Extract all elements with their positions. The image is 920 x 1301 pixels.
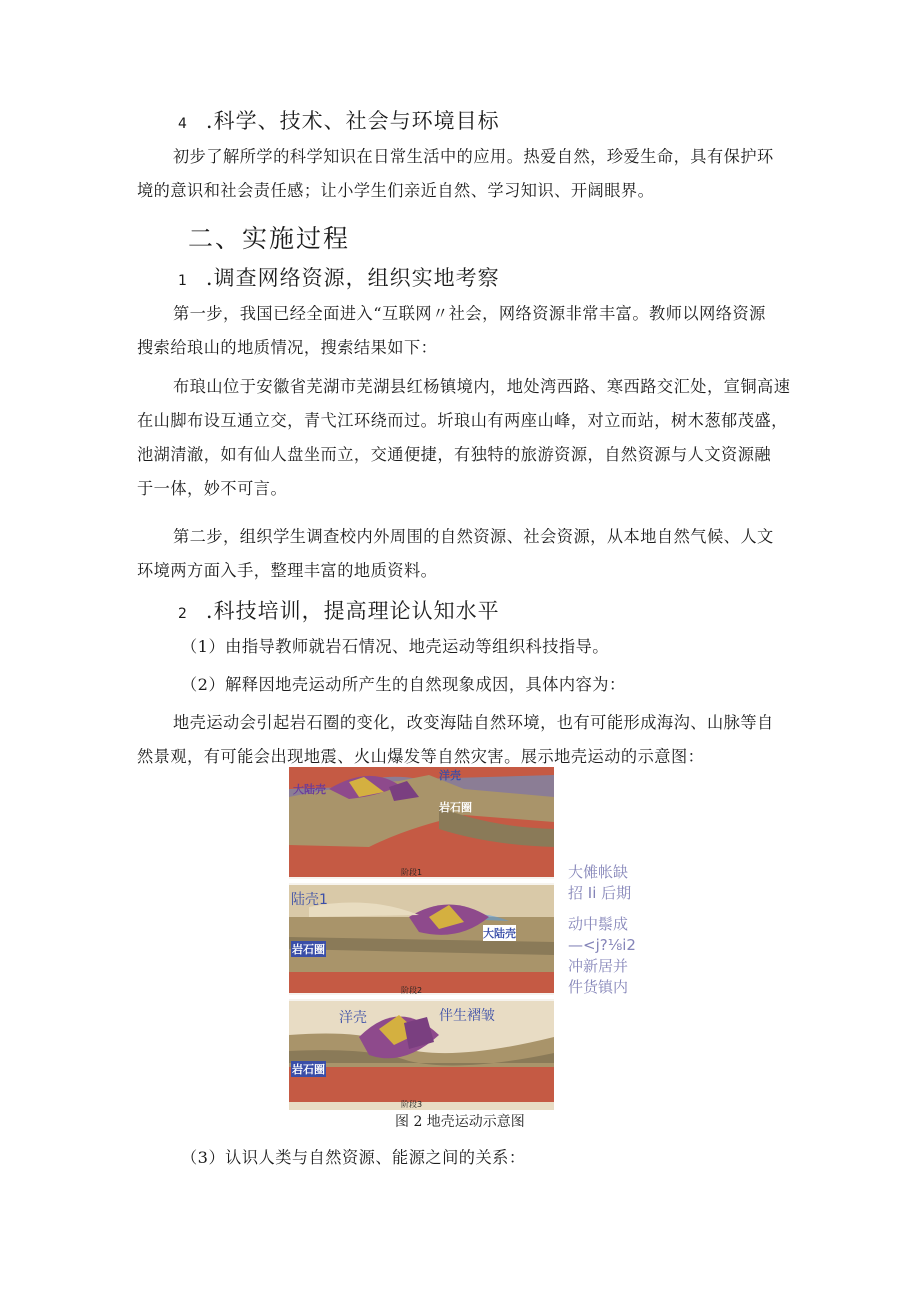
side-line: 冲新居并 xyxy=(568,957,629,975)
label-continental-crust: 大陆壳 xyxy=(483,927,516,940)
text-line: 境的意识和社会责任感；让小学生们亲近自然、学习知识、开阔眼界。 xyxy=(137,181,655,200)
side-line: 件货镇内 xyxy=(568,978,629,996)
text-line: 第二步，组织学生调查校内外周围的自然资源、社会资源，从本地自然气候、人文 xyxy=(173,527,774,546)
heading-text: .调查网络资源，组织实地考察 xyxy=(205,266,500,290)
text-line: 在山脚布设互通立交，青弋江环绕而过。圻琅山有两座山峰，对立而站，树木葱郁茂盛， xyxy=(137,411,788,430)
text-line: 第一步，我国已经全面进入“互联网〃社会，网络资源非常丰富。教师以网络资源 xyxy=(173,304,766,323)
figure-caption: 图 2 地壳运动示意图 xyxy=(395,1114,525,1130)
text-line: 地壳运动会引起岩石圈的变化，改变海陆自然环境，也有可能形成海沟、山脉等自 xyxy=(173,713,774,732)
stage-label: 阶段1 xyxy=(401,868,423,877)
label-oceanic-crust: 洋壳 xyxy=(439,769,461,782)
side-text-block xyxy=(568,862,678,998)
crust-movement-figure xyxy=(289,767,554,1110)
label-continental-crust: 大陆壳 xyxy=(293,783,326,796)
text-line: 池湖清澈，如有仙人盘坐而立，交通便捷，有独特的旅游资源，自然资源与人文资源融 xyxy=(137,445,772,464)
label-lithosphere: 岩石圈 xyxy=(439,801,472,814)
text-line: 布琅山位于安徽省芜湖市芜湖县红杨镇境内，地处湾西路、寒西路交汇处，宣铜高速 xyxy=(173,377,791,396)
heading-number: 4 xyxy=(178,116,188,132)
side-line: 动中鬃成 xyxy=(568,915,629,933)
heading-text: .科学、技术、社会与环境目标 xyxy=(205,109,500,133)
stage-label: 阶段3 xyxy=(401,1100,423,1109)
label-continental-crust-1: 陆壳1 xyxy=(291,892,328,908)
heading-survey xyxy=(178,262,500,292)
chapter-heading: 二、实施过程 xyxy=(188,224,351,253)
text-line: 搜索给琅山的地质情况，搜索结果如下： xyxy=(137,338,438,357)
text-line: 于一体，妙不可言。 xyxy=(137,479,288,498)
side-line: —<j?⅛i2 xyxy=(568,936,636,954)
text-line: 环境两方面入手，整理丰富的地质资料。 xyxy=(137,561,438,580)
paragraph-goals xyxy=(137,140,813,208)
heading-number: 1 xyxy=(178,273,188,289)
list-item-1: （1）由指导教师就岩石情况、地壳运动等组织科技指导。 xyxy=(181,637,609,656)
heading-training xyxy=(178,595,500,625)
heading-text: .科技培训，提高理论认知水平 xyxy=(205,599,500,623)
stage-label: 阶段2 xyxy=(401,986,423,995)
side-line: 招 Ii 后期 xyxy=(568,884,632,902)
paragraph-crust xyxy=(137,706,813,774)
paragraph-step2 xyxy=(137,520,813,588)
heading-science-goals xyxy=(178,105,500,135)
label-lithosphere: 岩石圈 xyxy=(292,1063,325,1076)
panel-stage-3 xyxy=(289,1001,554,1110)
paragraph-location xyxy=(137,370,813,506)
list-item-2: （2）解释因地壳运动所产生的自然现象成因，具体内容为： xyxy=(181,675,626,694)
label-lithosphere: 岩石圈 xyxy=(292,943,325,956)
label-oceanic-crust: 洋壳 xyxy=(339,1010,367,1026)
text-line: 初步了解所学的科学知识在日常生活中的应用。热爱自然，珍爱生命，具有保护环 xyxy=(173,147,774,166)
heading-number: 2 xyxy=(178,606,188,622)
paragraph-step1 xyxy=(137,297,813,365)
label-associated-folds: 伴生褶皱 xyxy=(439,1008,495,1024)
list-item-3: （3）认识人类与自然资源、能源之间的关系： xyxy=(181,1148,526,1167)
panel-stage-1 xyxy=(289,767,554,877)
text-line: 然景观，有可能会出现地震、火山爆发等自然灾害。展示地壳运动的示意图： xyxy=(137,747,705,766)
side-line: 大傩帐缺 xyxy=(568,863,629,881)
